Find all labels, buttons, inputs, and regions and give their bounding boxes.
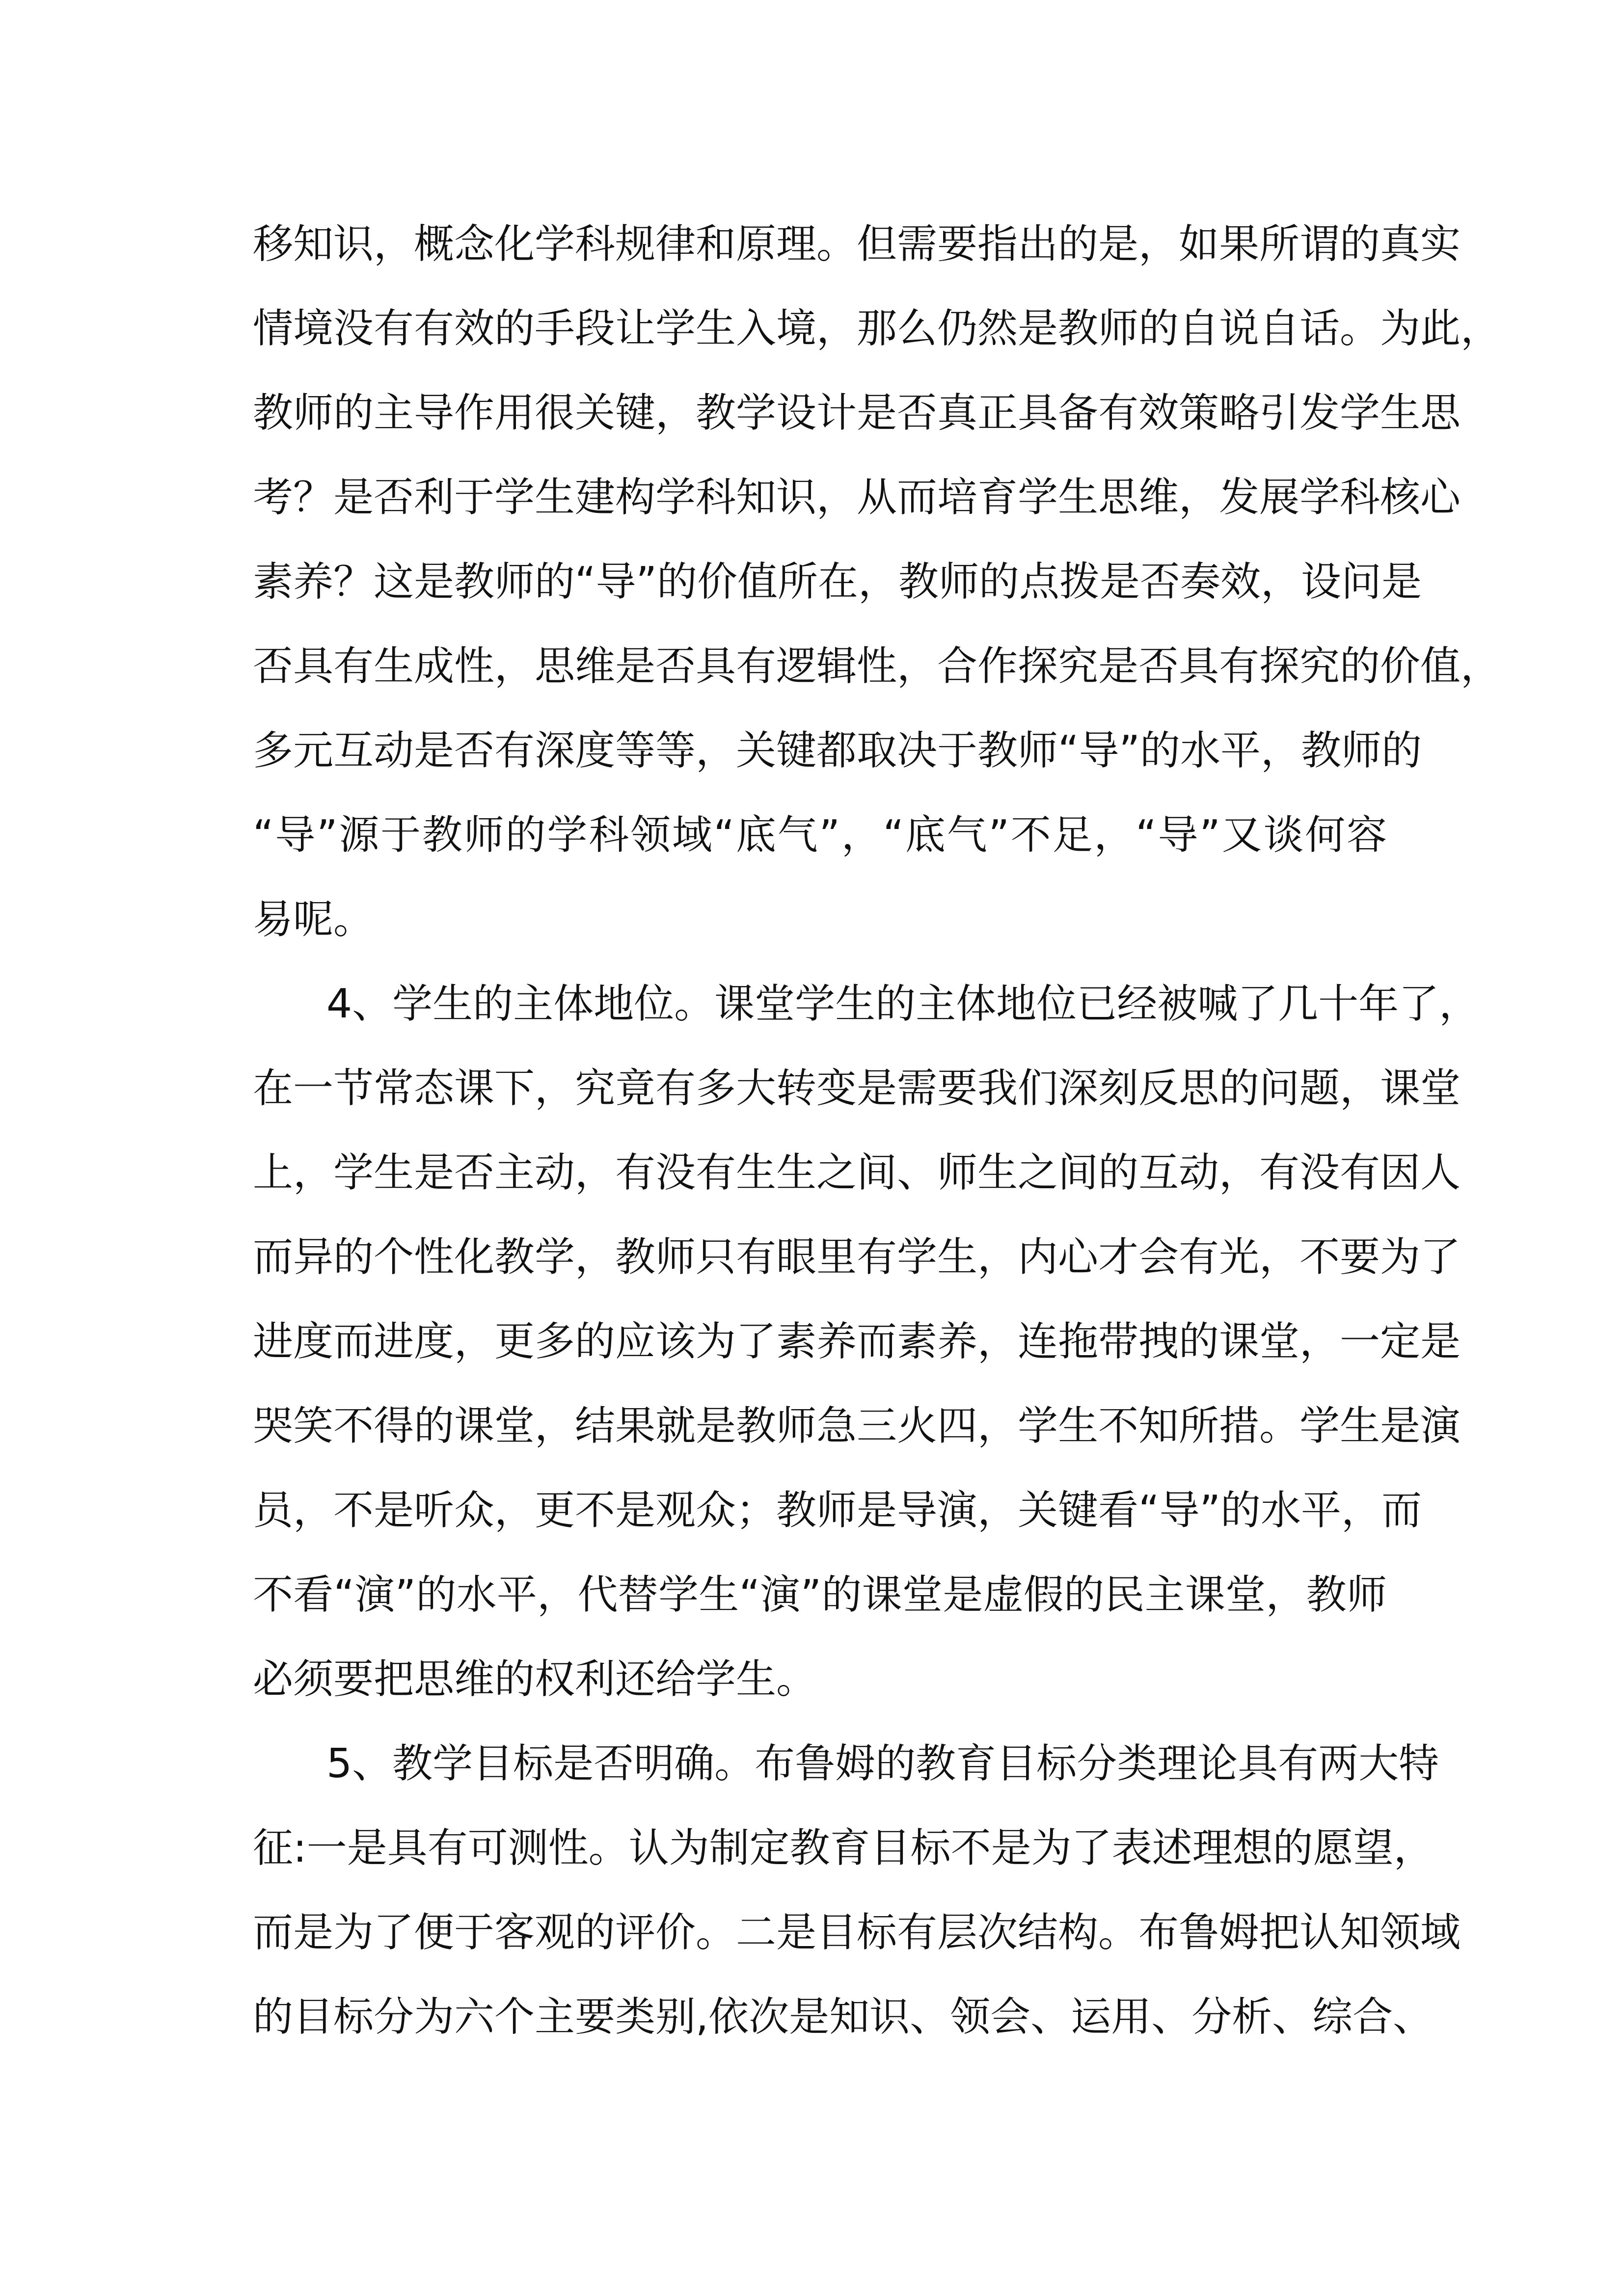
text-line: 否具有生成性，思维是否具有逻辑性，合作探究是否具有探究的价值， [253, 643, 1501, 690]
text-line: 哭笑不得的课堂，结果就是教师急三火四，学生不知所措。学生是演 [253, 1403, 1461, 1449]
text-line: 征:一是具有可测性。认为制定教育目标不是为了表述理想的愿望， [253, 1825, 1434, 1871]
paragraph-5-first-line: 5、教学目标是否明确。布鲁姆的教育目标分类理论具有两大特 [326, 1740, 1439, 1787]
text-line: 的目标分为六个主要类别,依次是知识、领会、运用、分析、综合、 [253, 1994, 1434, 2040]
text-line: 素养？这是教师的“导”的价值所在，教师的点拨是否奏效，设问是 [253, 559, 1422, 605]
text-line: 移知识，概念化学科规律和原理。但需要指出的是，如果所谓的真实 [253, 221, 1461, 267]
text-line: 多元互动是否有深度等等，关键都取决于教师“导”的水平，教师的 [253, 727, 1422, 774]
text-line: 上，学生是否主动，有没有生生之间、师生之间的互动，有没有因人 [253, 1149, 1461, 1196]
text-line: 情境没有有效的手段让学生入境，那么仍然是教师的自说自话。为此， [253, 305, 1501, 352]
text-line: 不看“演”的水平，代替学生“演”的课堂是虚假的民主课堂，教师 [253, 1572, 1387, 1618]
text-line: 教师的主导作用很关键，教学设计是否真正具备有效策略引发学生思 [253, 390, 1461, 436]
text-line: 考？是否利于学生建构学科知识，从而培育学生思维，发展学科核心 [253, 474, 1461, 521]
text-line: 而是为了便于客观的评价。二是目标有层次结构。布鲁姆把认知领域 [253, 1909, 1461, 1956]
body-text [253, 202, 1501, 2059]
text-line: 易呢。 [253, 896, 374, 943]
text-line: “导”源于教师的学科领域“底气”，“底气”不足，“导”又谈何容 [253, 812, 1387, 858]
text-line: 员，不是听众，更不是观众；教师是导演，关键看“导”的水平，而 [253, 1487, 1422, 1534]
text-line: 在一节常态课下，究竟有多大转变是需要我们深刻反思的问题，课堂 [253, 1065, 1461, 1112]
text-line: 而异的个性化教学，教师只有眼里有学生，内心才会有光，不要为了 [253, 1234, 1461, 1281]
text-line: 进度而进度，更多的应该为了素养而素养，连拖带拽的课堂，一定是 [253, 1318, 1461, 1365]
text-line: 必须要把思维的权利还给学生。 [253, 1656, 817, 1703]
paragraph-4-first-line: 4、学生的主体地位。课堂学生的主体地位已经被喊了几十年了， [326, 981, 1480, 1027]
